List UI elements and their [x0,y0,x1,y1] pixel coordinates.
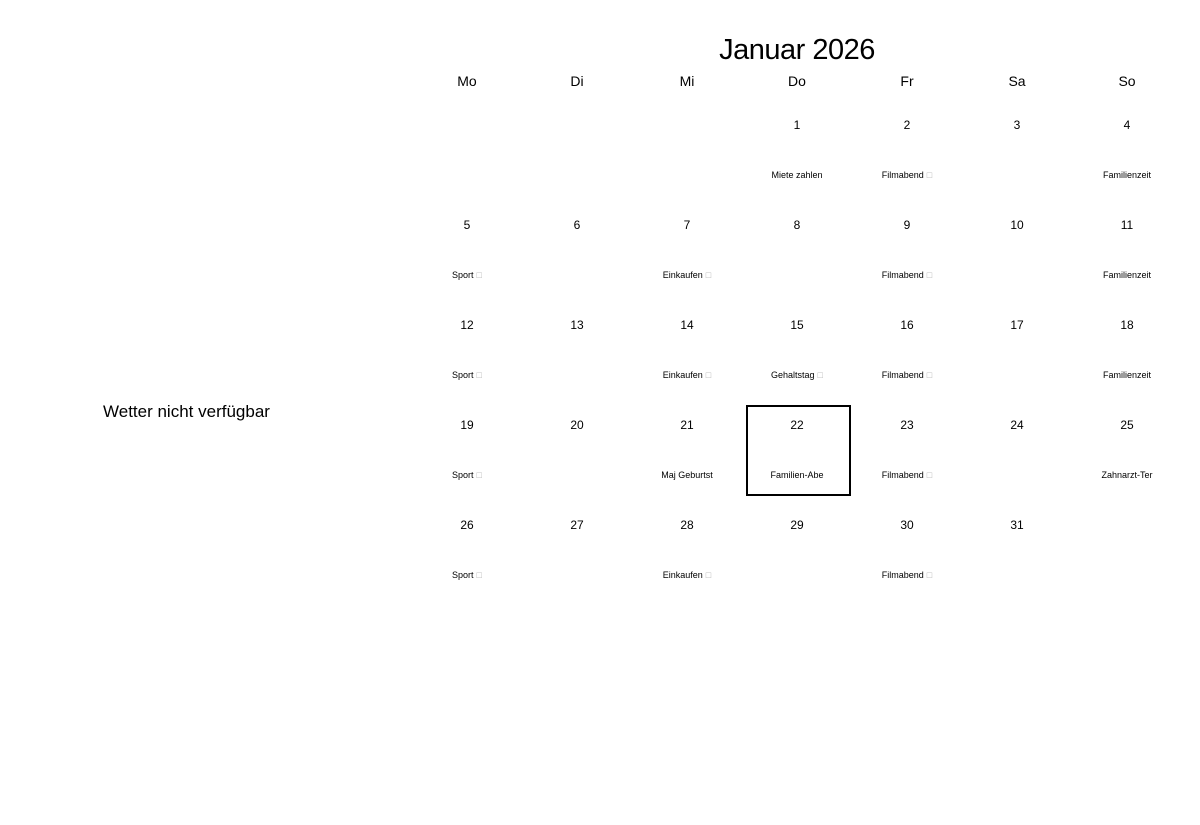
event-label [1072,269,1182,281]
event-text: Maj Geburtst [661,470,713,480]
day-cell[interactable] [962,205,1072,305]
day-cell[interactable] [852,205,962,305]
day-number: 9 [903,218,911,232]
week-row [412,105,1182,205]
event-label [852,169,962,181]
day-number: 1 [793,118,801,132]
event-label [412,569,522,581]
day-number: 30 [900,518,914,532]
day-cell[interactable] [522,205,632,305]
missing-glyph-icon: □ [926,370,933,380]
week-row [412,505,1182,605]
day-cell[interactable] [962,505,1072,605]
missing-glyph-icon: □ [926,570,933,580]
day-cell[interactable] [1072,405,1182,505]
day-cell[interactable] [522,405,632,505]
day-cell[interactable] [632,205,742,305]
day-cell[interactable] [522,305,632,405]
calendar-month-title: Januar 2026 [719,34,875,66]
missing-glyph-icon: □ [476,270,482,280]
weekday-header-do: Do [788,73,806,89]
weekday-header-mi: Mi [679,73,695,89]
weather-unavailable-notice: Wetter nicht verfügbar [103,402,270,421]
day-cell[interactable] [742,505,852,605]
weekday-header-so: So [1118,73,1136,89]
day-number: 25 [1120,418,1134,432]
day-number: 18 [1120,318,1134,332]
day-cell[interactable] [412,205,522,305]
missing-glyph-icon: □ [926,470,933,480]
event-text: Familien-Abe [770,470,824,480]
event-text: Einkaufen [662,370,703,380]
event-text: Filmabend [881,170,924,180]
day-cell[interactable] [852,405,962,505]
week-row [412,205,1182,305]
day-number: 24 [1010,418,1024,432]
day-number: 7 [683,218,691,232]
day-cell[interactable] [852,505,962,605]
day-cell [1072,505,1182,605]
day-cell[interactable] [1072,205,1182,305]
event-text: Familienzeit [1102,270,1151,280]
missing-glyph-icon: □ [817,370,823,380]
day-number: 15 [790,318,804,332]
day-number: 17 [1010,318,1024,332]
day-number: 31 [1010,518,1024,532]
day-cell-selected[interactable] [742,405,852,505]
event-label [412,269,522,281]
event-label [852,469,962,481]
event-text: Sport [452,270,474,280]
calendar-grid [412,105,1182,605]
event-label [412,369,522,381]
day-number: 19 [460,418,474,432]
day-number: 10 [1010,218,1024,232]
missing-glyph-icon: □ [476,470,482,480]
weekday-header-mo: Mo [457,73,477,89]
day-cell[interactable] [852,305,962,405]
day-number: 6 [573,218,581,232]
day-cell [412,105,522,205]
day-cell[interactable] [962,305,1072,405]
day-cell [522,105,632,205]
event-text: Sport [452,570,474,580]
day-number: 22 [790,418,804,432]
event-text: Filmabend [881,570,924,580]
day-cell[interactable] [742,105,852,205]
weekday-header-row [412,72,1182,90]
day-number: 29 [790,518,804,532]
missing-glyph-icon: □ [476,370,482,380]
day-number: 3 [1013,118,1021,132]
day-number: 23 [900,418,914,432]
day-cell[interactable] [1072,105,1182,205]
day-cell[interactable] [522,505,632,605]
event-text: Zahnarzt-Ter [1101,470,1153,480]
day-cell[interactable] [632,305,742,405]
week-row [412,405,1182,505]
day-number: 8 [793,218,801,232]
event-text: Filmabend [881,470,924,480]
day-number: 26 [460,518,474,532]
day-cell[interactable] [632,405,742,505]
event-text: Familienzeit [1102,370,1151,380]
event-label [632,269,742,281]
event-label [742,469,852,481]
event-label [1072,469,1182,481]
day-number: 21 [680,418,694,432]
event-text: Sport [452,470,474,480]
day-number: 16 [900,318,914,332]
day-number: 14 [680,318,694,332]
day-cell[interactable] [632,505,742,605]
day-number: 20 [570,418,584,432]
event-text: Gehaltstag [771,370,815,380]
event-label [742,169,852,181]
day-number: 13 [570,318,584,332]
day-number: 11 [1120,218,1134,232]
missing-glyph-icon: □ [705,570,712,580]
missing-glyph-icon: □ [705,370,712,380]
day-cell [632,105,742,205]
day-cell[interactable] [742,205,852,305]
day-number: 4 [1123,118,1131,132]
missing-glyph-icon: □ [476,570,482,580]
missing-glyph-icon: □ [926,170,933,180]
missing-glyph-icon: □ [705,270,712,280]
calendar [412,34,1182,614]
weekday-header-di: Di [570,73,584,89]
day-cell[interactable] [962,105,1072,205]
missing-glyph-icon: □ [926,270,933,280]
event-text: Miete zahlen [771,170,823,180]
day-cell[interactable] [412,305,522,405]
event-label [632,569,742,581]
day-number: 12 [460,318,474,332]
event-label [632,469,742,481]
event-text: Sport [452,370,474,380]
event-label [412,469,522,481]
day-cell[interactable] [1072,305,1182,405]
event-label [742,369,852,381]
day-cell[interactable] [412,405,522,505]
event-text: Einkaufen [662,270,703,280]
event-text: Einkaufen [662,570,703,580]
day-cell[interactable] [852,105,962,205]
event-label [632,369,742,381]
day-number: 5 [463,218,471,232]
day-number: 27 [570,518,584,532]
day-cell[interactable] [962,405,1072,505]
event-text: Filmabend [881,370,924,380]
event-label [852,369,962,381]
event-label [1072,369,1182,381]
week-row [412,305,1182,405]
event-text: Familienzeit [1102,170,1151,180]
event-text: Filmabend [881,270,924,280]
day-cell[interactable] [742,305,852,405]
event-label [1072,169,1182,181]
day-number: 2 [903,118,911,132]
event-label [852,569,962,581]
weekday-header-sa: Sa [1008,73,1026,89]
event-label [852,269,962,281]
weekday-header-fr: Fr [900,73,914,89]
day-cell[interactable] [412,505,522,605]
day-number: 28 [680,518,694,532]
